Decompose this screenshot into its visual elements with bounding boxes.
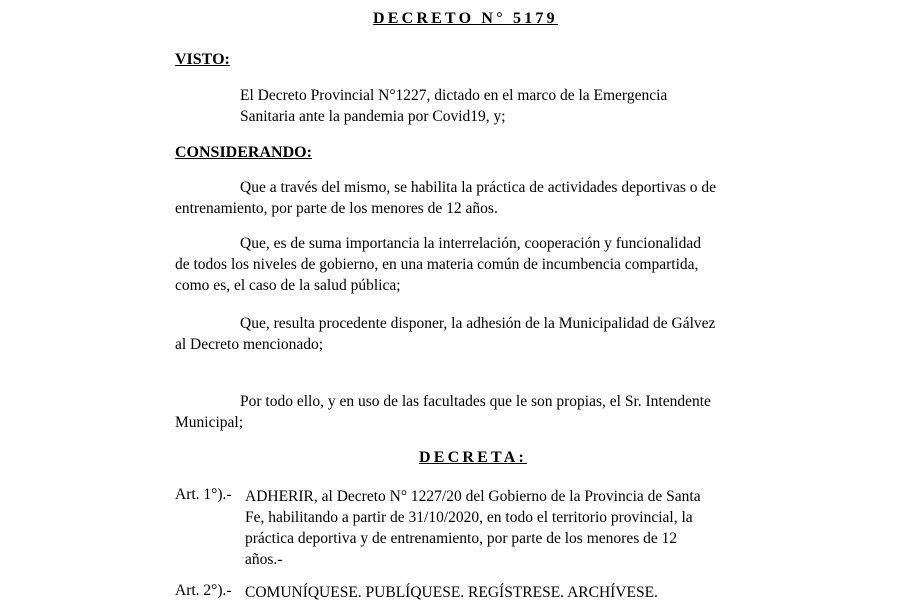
article-2-body: [245, 582, 801, 603]
considerando-paragraph-4: [175, 391, 801, 433]
article-1-body: [245, 486, 801, 570]
paragraph-line: Que, resulta procedente disponer, la adhesión de la Municipalidad de Gálvez: [240, 315, 716, 332]
paragraph-line: entrenamiento, por parte de los menores de 12 años.: [175, 200, 498, 217]
article-1-label: Art. 1°).-: [175, 486, 232, 503]
paragraph-line: Que, es de suma importancia la interrelación, cooperación y funcionalidad: [240, 235, 701, 252]
visto-line: Sanitaria ante la pandemia por Covid19, y;: [240, 108, 506, 125]
visto-heading: VISTO:: [175, 51, 230, 68]
document-title: DECRETO N° 5179: [373, 10, 558, 27]
article-line: ADHERIR, al Decreto N° 1227/20 del Gobierno de la Provincia de Santa: [245, 488, 701, 505]
paragraph-line: como es, el caso de la salud pública;: [175, 277, 401, 294]
considerando-paragraph-1: [175, 177, 801, 219]
paragraph-line: al Decreto mencionado;: [175, 336, 324, 353]
article-line: Fe, habilitando a partir de 31/10/2020, en todo el territorio provincial, la: [245, 509, 693, 526]
visto-paragraph: [240, 85, 801, 127]
paragraph-line: Que a través del mismo, se habilita la práctica de actividades deportivas o de: [240, 179, 717, 196]
article-line: COMUNÍQUESE. PUBLÍQUESE. REGÍSTRESE. ARCHÍVESE.: [245, 584, 658, 601]
visto-line: El Decreto Provincial N°1227, dictado en el marco de la Emergencia: [240, 87, 668, 104]
article-2-label: Art. 2°).-: [175, 582, 232, 599]
article-line: práctica deportiva y de entrenamiento, por parte de los menores de 12: [245, 530, 678, 547]
paragraph-line: de todos los niveles de gobierno, en una materia común de incumbencia compartida,: [175, 256, 699, 273]
paragraph-line: Por todo ello, y en uso de las facultades que le son propias, el Sr. Intendente: [240, 393, 711, 410]
paragraph-line: Municipal;: [175, 414, 244, 431]
considerando-paragraph-3: [175, 313, 801, 355]
considerando-heading: CONSIDERANDO:: [175, 144, 312, 161]
considerando-paragraph-2: [175, 233, 801, 296]
decreta-heading: DECRETA:: [419, 449, 527, 466]
article-line: años.-: [245, 551, 283, 568]
